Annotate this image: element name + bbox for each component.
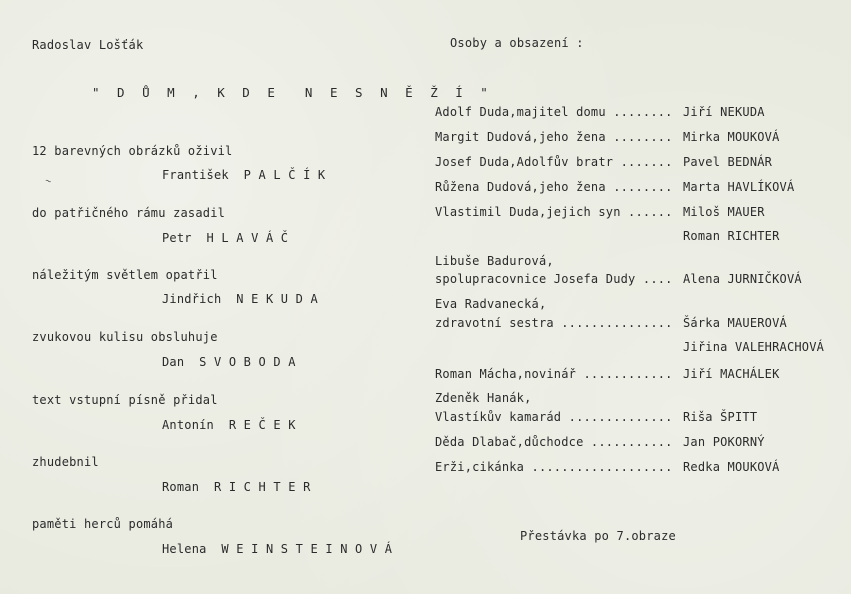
cast-role: zdravotní sestra ...............: [435, 316, 673, 330]
cast-actor: Jiří MACHÁLEK: [683, 367, 780, 381]
cast-actor: Marta HAVLÍKOVÁ: [683, 180, 795, 194]
cast-role: Adolf Duda,majitel domu ........: [435, 105, 673, 119]
credit-person: Roman R I C H T E R: [162, 480, 311, 494]
credit-role: 12 barevných obrázků oživil: [32, 144, 233, 158]
cast-role: Děda Dlabač,důchodce ...........: [435, 435, 673, 449]
credit-person: Helena W E I N S T E I N O V Á: [162, 542, 393, 556]
cast-heading: Osoby a obsazení :: [450, 36, 584, 50]
cast-role: Vlastimil Duda,jejich syn ......: [435, 205, 673, 219]
credit-role: do patřičného rámu zasadil: [32, 206, 226, 220]
cast-role: Zdeněk Hanák,: [435, 391, 532, 405]
cast-actor: Alena JURNIČKOVÁ: [683, 272, 802, 286]
cast-role: Vlastíkův kamarád ..............: [435, 410, 673, 424]
cast-role: Erži,cikánka ...................: [435, 460, 673, 474]
cast-actor: Jiří NEKUDA: [683, 105, 765, 119]
cast-role: Růžena Dudová,jeho žena ........: [435, 180, 673, 194]
cast-actor: Redka MOUKOVÁ: [683, 460, 780, 474]
credit-role: text vstupní písně přidal: [32, 393, 218, 407]
cast-actor: Roman RICHTER: [683, 229, 780, 243]
credit-role: náležitým světlem opatřil: [32, 268, 218, 282]
cast-actor: Pavel BEDNÁR: [683, 155, 773, 169]
cast-actor: Miloš MAUER: [683, 205, 765, 219]
cast-role: Margit Dudová,jeho žena ........: [435, 130, 673, 144]
cast-actor: Šárka MAUEROVÁ: [683, 316, 787, 330]
credit-person: Dan S V O B O D A: [162, 355, 296, 369]
cast-role: Libuše Badurová,: [435, 254, 554, 268]
credit-person: Jindřich N E K U D A: [162, 292, 318, 306]
play-title: " D Ů M , K D E N E S N Ě Ž Í ": [92, 85, 493, 100]
credit-person: Petr H L A V Á Č: [162, 231, 289, 245]
cast-actor: Riša ŠPITT: [683, 410, 758, 424]
stray-mark: ~: [43, 175, 53, 188]
cast-role: Eva Radvanecká,: [435, 297, 547, 311]
credit-person: František P A L Č Í K: [162, 168, 326, 182]
cast-role: Josef Duda,Adolfův bratr .......: [435, 155, 673, 169]
cast-actor: Jan POKORNÝ: [683, 435, 765, 449]
cast-role: spolupracovnice Josefa Dudy ....: [435, 272, 673, 286]
intermission-note: Přestávka po 7.obraze: [520, 529, 676, 543]
author-name: Radoslav Lošťák: [32, 38, 144, 52]
credit-person: Antonín R E Č E K: [162, 418, 296, 432]
cast-actor: Jiřina VALEHRACHOVÁ: [683, 340, 825, 354]
credit-role: paměti herců pomáhá: [32, 517, 174, 531]
cast-role: Roman Mácha,novinář ............: [435, 367, 673, 381]
cast-actor: Mirka MOUKOVÁ: [683, 130, 780, 144]
credit-role: zvukovou kulisu obsluhuje: [32, 330, 218, 344]
credit-role: zhudebnil: [32, 455, 99, 469]
